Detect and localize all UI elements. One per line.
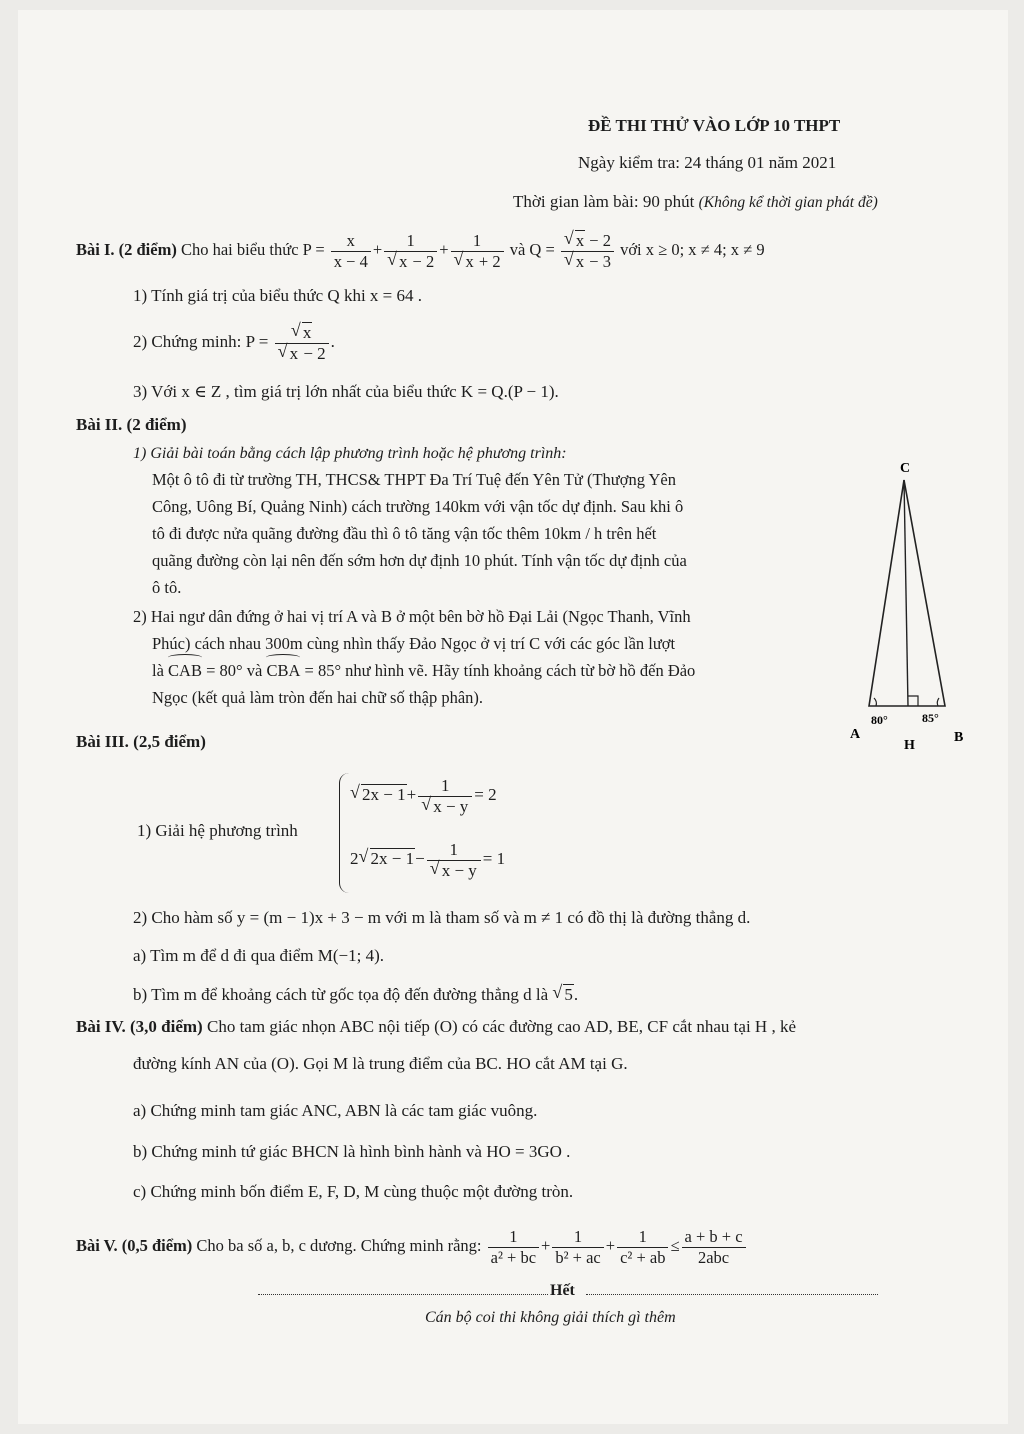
label-C: C — [900, 461, 911, 476]
bai2-q1-line: Công, Uông Bí, Quảng Ninh) cách trường 140km với vận tốc dự định. Sau khi ô — [152, 497, 684, 516]
angle-CBA: CBA — [266, 657, 300, 684]
bai4-c: c) Chứng minh bốn điểm E, F, D, M cùng thuộc một đường tròn. — [133, 1182, 574, 1201]
bai2-q1-title: 1) Giải bài toán bằng cách lập phương trình hoặc hệ phương trình: — [133, 445, 567, 462]
P-term1: $\frac{x}{x - 4}$ — [331, 231, 371, 272]
bai2-q1-line: quãng đường còn lại nên đến sớm hơn dự định 10 phút. Tính vận tốc dự định của — [152, 551, 687, 570]
bai2-q1-line: tô đi được nửa quãng đường đầu thì ô tô tăng vận tốc thêm 10km / h trên hết — [152, 524, 657, 543]
angle-A-arc — [874, 698, 876, 706]
exam-date: Ngày kiểm tra: 24 tháng 01 năm 2021 — [578, 153, 837, 172]
bai2-q2-line: 2) Hai ngư dân đứng ở hai vị trí A và B ở một bên bờ hồ Đại Lải (Ngọc Thanh, Vĩnh — [133, 607, 691, 626]
bai1-intro: Cho hai biểu thức — [180, 240, 299, 259]
bai5-heading: Bài V. (0,5 điểm) — [76, 1236, 193, 1255]
bai2-q2-line: là CAB = 80° và CBA = 85° như hình vẽ. Hãy tính khoảng cách từ bờ hồ đến Đảo — [133, 657, 819, 684]
label-H: H — [904, 738, 915, 752]
bai3-heading: Bài III. (2,5 điểm) — [76, 732, 206, 751]
Q-label: Q = — [529, 240, 555, 259]
bai2-q2-line: Ngọc (kết quả làm tròn đến hai chữ số thập phân). — [152, 688, 484, 707]
P-label: P = — [302, 240, 325, 259]
bai4-line2: đường kính AN của (O). Gọi M là trung điểm của BC. HO cắt AM tại G. — [133, 1054, 628, 1073]
end-rule-right — [586, 1294, 878, 1295]
system-brace — [339, 773, 349, 893]
label-A: A — [850, 727, 861, 742]
P-simplified: √ x √ x − 2 — [275, 323, 329, 364]
bai1-q3: 3) Với x ∈ Z , tìm giá trị lớn nhất của biểu thức K = Q.(P − 1). — [133, 382, 559, 401]
exam-title: ĐỀ THI THỬ VÀO LỚP 10 THPT — [588, 116, 841, 135]
bai2-heading: Bài II. (2 điểm) — [76, 415, 187, 434]
altitude-CH — [904, 480, 908, 706]
P-term2: 1 √ x − 2 — [384, 231, 437, 272]
label-B: B — [954, 730, 964, 745]
bai1-q2: 2) Chứng minh: P = √ x √ x − 2 . — [133, 322, 335, 364]
bai1-heading: Bài I. (2 điểm) — [76, 240, 177, 259]
exam-time-note: (Không kể thời gian phát đề) — [698, 194, 878, 211]
bai4-a: a) Chứng minh tam giác ANC, ABN là các tam giác vuông. — [133, 1101, 538, 1120]
bai1-statement: Bài I. (2 điểm) Cho hai biểu thức P = $\frac{x}{x - 4}$ + 1 √ x − 2 + 1 √ x + 2 và Q = √ x − 2 √ x − 3 với x ≥ 0; x ≠ 4; x ≠ 9 — [76, 230, 765, 272]
bai3-q2b: b) Tìm m để khoảng cách từ gốc tọa độ đến đường thẳng d là √ 5. — [133, 984, 578, 1006]
bai2-q1-body — [152, 466, 816, 601]
triangle-figure — [840, 452, 980, 752]
bai4-b: b) Chứng minh tứ giác BHCN là hình bình hành và HO = 3GO . — [133, 1142, 571, 1161]
bai2-q2-body — [133, 603, 819, 711]
end-marker: Hết — [550, 1282, 575, 1299]
exam-time — [513, 191, 878, 214]
footer-note: Cán bộ coi thi không giải thích gì thêm — [425, 1309, 676, 1326]
label-angle-A: 80° — [871, 713, 888, 727]
equation-1: √ 2x − 1+ 1 √ x − y = 2 — [350, 772, 497, 818]
bai5-statement: Bài V. (0,5 điểm) Cho ba số a, b, c dương. Chứng minh rằng: $\frac{1}{\text{a² + bc}}$ + $\frac{1}{\text{b² + ac}}$ + $\frac{1}{\text{c² + ab}}$ ≤ $\frac{a + b + c}{\text{2abc}}$ — [76, 1226, 748, 1268]
and-word: và — [509, 240, 526, 259]
bai3-q2: 2) Cho hàm số y = (m − 1)x + 3 − m với m là tham số và m ≠ 1 có đồ thị là đường thẳng d. — [133, 908, 751, 927]
end-rule-left — [258, 1294, 548, 1295]
bai2-q2-line: Phúc) cách nhau 300m cùng nhìn thấy Đảo Ngọc ở vị trí C với các góc lần lượt — [152, 634, 676, 653]
bai1-condition: với x ≥ 0; x ≠ 4; x ≠ 9 — [620, 240, 765, 259]
P-term3: 1 √ x + 2 — [451, 231, 504, 272]
bai1-q1: 1) Tính giá trị của biểu thức Q khi x = 64 . — [133, 286, 423, 305]
bai3-q2a: a) Tìm m để d đi qua điểm M(−1; 4). — [133, 946, 385, 965]
label-angle-B: 85° — [922, 711, 939, 725]
right-angle-mark — [908, 696, 918, 706]
angle-B-arc — [937, 698, 939, 706]
exam-time-text: Thời gian làm bài: 90 phút — [513, 192, 695, 211]
equation-2: 2√ 2x − 1− 1 √ x − y = 1 — [350, 836, 505, 882]
angle-CAB: CAB — [168, 657, 202, 684]
bai2-q1-line: Một ô tô đi từ trường TH, THCS& THPT Đa Trí Tuệ đến Yên Tử (Thượng Yên — [152, 470, 676, 489]
bai3-q1-label: 1) Giải hệ phương trình — [137, 821, 298, 840]
bai2-q1-line: ô tô. — [152, 578, 182, 597]
bai4-heading: Bài IV. (3,0 điểm) — [76, 1017, 203, 1036]
Q-fraction: √ x − 2 √ x − 3 — [561, 231, 614, 272]
bai4-line1: Bài IV. (3,0 điểm) Cho tam giác nhọn ABC nội tiếp (O) có các đường cao AD, BE, CF cắt nhau tại H , kẻ — [76, 1017, 796, 1036]
